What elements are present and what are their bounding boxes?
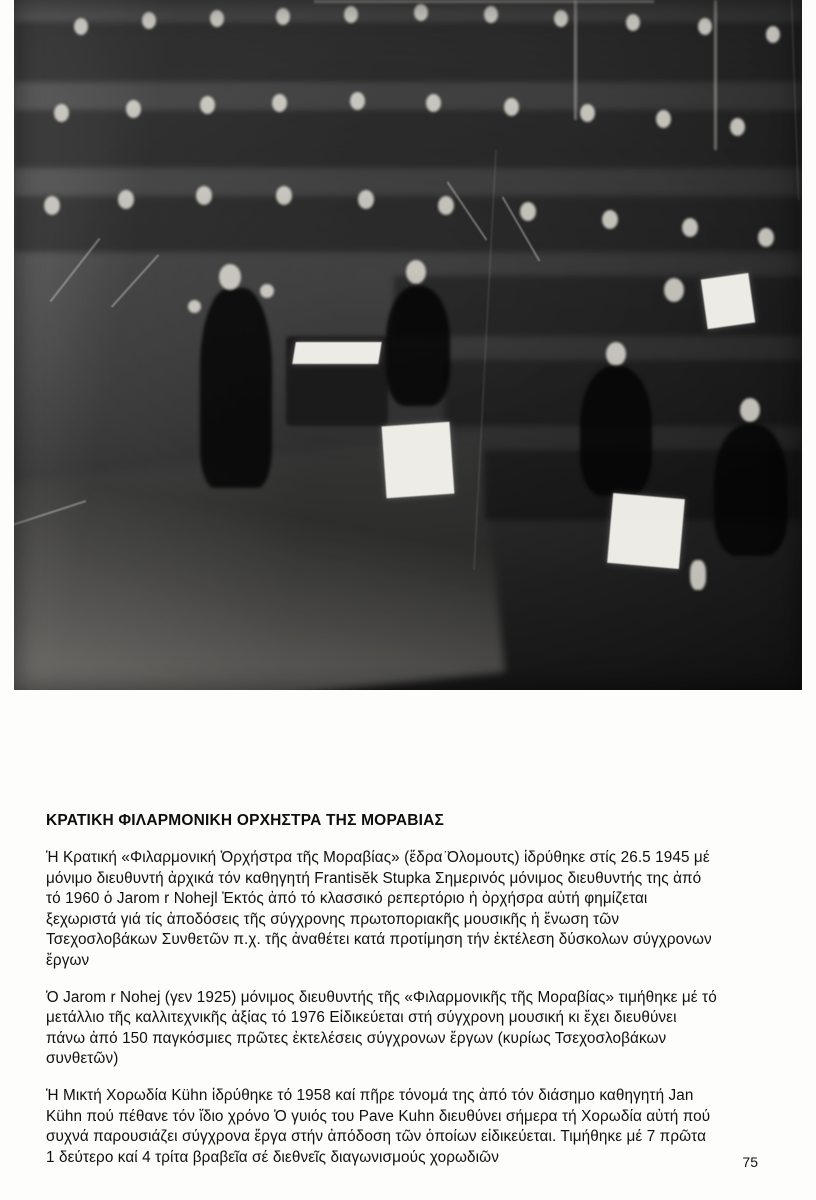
stage-rail bbox=[714, 0, 717, 150]
musician-face bbox=[426, 94, 441, 112]
music-score bbox=[382, 422, 455, 499]
musician-face bbox=[196, 186, 212, 205]
photo-image bbox=[14, 0, 802, 690]
musician-face bbox=[200, 96, 215, 114]
musician-face bbox=[740, 398, 760, 422]
musician-face bbox=[626, 14, 640, 31]
instrument-bow bbox=[111, 254, 159, 307]
musician-face bbox=[602, 210, 618, 229]
musician-face bbox=[484, 6, 498, 23]
music-score bbox=[607, 493, 685, 569]
conductor-hand bbox=[260, 284, 274, 298]
musician-face bbox=[272, 94, 287, 112]
musician-face bbox=[406, 260, 426, 284]
musician-face bbox=[758, 228, 774, 247]
stage-rail bbox=[574, 0, 577, 120]
musician-face bbox=[276, 186, 292, 205]
article-text bbox=[46, 812, 718, 1168]
musician-row-band bbox=[14, 22, 802, 82]
musician-face bbox=[698, 18, 712, 35]
musician-face bbox=[118, 190, 134, 209]
music-score-on-podium bbox=[292, 342, 381, 364]
conductor-figure bbox=[200, 288, 272, 488]
paragraph-2: Ὁ Jarom r Nohej (γεν 1925) μόνιμος διευθυντής τῆς «Φιλαρμονικῆς τῆς Μοραβίας» τιμήθηκε μέ τό μετάλλιο τῆς καλλιτεχνικῆς ἀξίας τό 1976 Εἰδικεύεται στή σύγχρονη μουσική κι ἔχει διευθύνει πάνω ἀπό 150 παγκόσμιες πρῶτες ἐκτελέσεις σύγχρονων ἔργων (κυρίως Τσεχοσλοβάκων συνθετῶν) bbox=[46, 988, 717, 1068]
musician-row-band bbox=[14, 110, 802, 168]
musician-face bbox=[730, 118, 745, 136]
music-score bbox=[701, 273, 755, 329]
musician-face bbox=[520, 202, 536, 221]
musician-face bbox=[504, 98, 519, 116]
musician-face bbox=[74, 18, 88, 35]
paragraph-3: Ἡ Μικτή Χορωδία Kühn ἱδρύθηκε τό 1958 καί πῆρε τόνομά της ἀπό τόν διάσημο καθηγητή Jan Kühn πού πέθανε τόν ἴδιο χρόνο Ὁ γυιός του Pave Kuhn διευθύνει σήμερα τή Χορωδία αὐτή πού συχνά παρουσιάζει σύγχρονα ἔργα στήν ἀπόδοση τῶν ὁποίων εἰδικεύεται. Τιμήθηκε μέ 7 πρῶτα 1 δεύτερο καί 4 τρίτα βραβεῖα σέ διεθνεῖς διαγωνισμούς χορωδιῶν bbox=[46, 1086, 711, 1166]
page-number: 75 bbox=[742, 1154, 758, 1170]
musician-face bbox=[54, 104, 69, 122]
musician-face bbox=[656, 110, 671, 128]
orchestra-photograph bbox=[14, 0, 802, 690]
musician-face bbox=[44, 196, 60, 215]
musician-face bbox=[126, 100, 141, 118]
musician-face bbox=[344, 6, 358, 23]
musician-face bbox=[606, 342, 626, 366]
musician-face bbox=[276, 8, 290, 25]
musician-face bbox=[142, 12, 156, 29]
musician-face bbox=[664, 278, 684, 302]
musician-figure bbox=[580, 366, 652, 496]
musician-face bbox=[554, 10, 568, 27]
musician-face bbox=[358, 190, 374, 209]
musician-face bbox=[580, 104, 595, 122]
musician-figure bbox=[386, 286, 450, 406]
musician-face bbox=[682, 218, 698, 237]
musician-face bbox=[438, 196, 454, 215]
musician-face bbox=[210, 10, 224, 27]
musician-face bbox=[766, 26, 780, 43]
musician-figure bbox=[714, 424, 788, 556]
stage-rail bbox=[314, 0, 654, 3]
musician-face bbox=[414, 4, 428, 21]
musician-hand bbox=[690, 560, 706, 590]
paragraph-1: Ἡ Κρατική «Φιλαρμονική Ὀρχήστρα τῆς Μοραβίας» (ἕδρα ̈Ολομουτς) ἱδρύθηκε στίς 26.5 1945 μέ μόνιμο διευθυντή ἀρχικά τόν καθηγητή Frantisĕk Stupka Σημερινός μόνιμος διευθυντής της ἀπό τό 1960 ὁ Jarom r Nohejl Ἐκτός ἀπό τό κλασσικό ρεπερτόριο ἡ ὀρχήσρα αὐτή φημίζεται ξεχωριστά γιά τίς ἀποδόσεις τῆς σύγχρονης πρωτοποριακῆς μουσικῆς ἡ ἕνωση τῶν Τσεχοσλοβάκων Συνθετῶν π.χ. τῆς ἀναθέτει κατά προτίμηση τήν ἐκτέλεση δύσκολων σύγχρονων ἔργων bbox=[46, 849, 712, 969]
conductor-hand bbox=[188, 300, 201, 313]
conductor-face bbox=[219, 264, 241, 290]
musician-face bbox=[350, 92, 365, 110]
page-title: ΚΡΑΤΙΚΗ ΦΙΛΑΡΜΟΝΙΚΗ ΟΡΧΗΣΤΡΑ ΤΗΣ ΜΟΡΑΒΙΑΣ bbox=[46, 812, 445, 829]
